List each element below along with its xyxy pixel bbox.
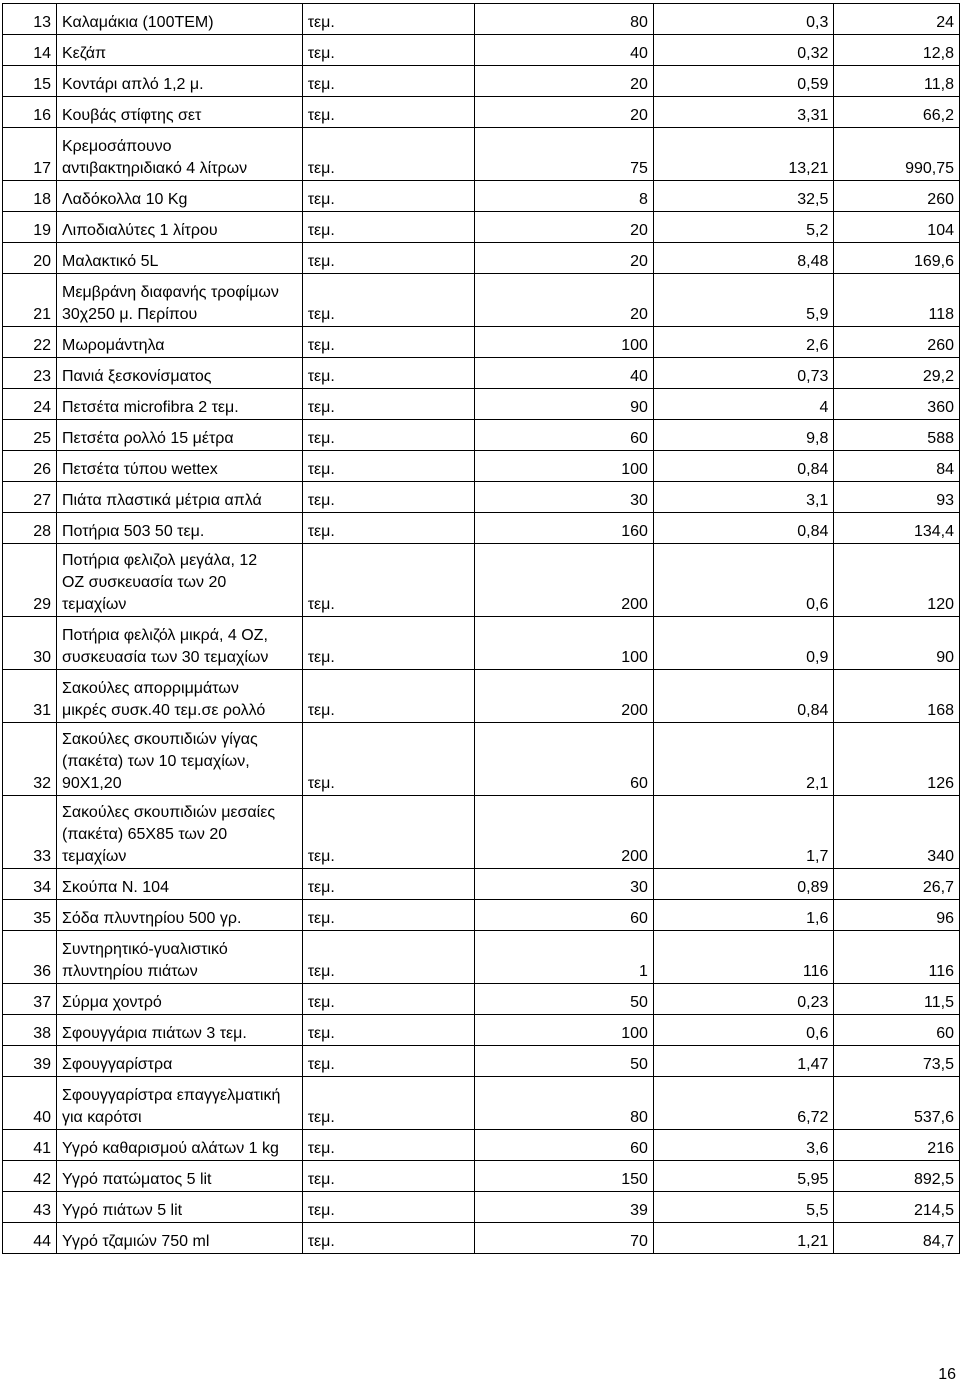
total-cell: 360 [834, 389, 960, 420]
row-number-cell: 35 [3, 900, 57, 931]
row-number-cell: 43 [3, 1192, 57, 1223]
table-row [3, 900, 960, 931]
quantity-cell: 20 [475, 212, 654, 243]
row-number-cell: 32 [3, 723, 57, 796]
row-number-cell: 33 [3, 796, 57, 869]
row-number-cell: 15 [3, 66, 57, 97]
total-cell: 73,5 [834, 1046, 960, 1077]
unit-price-cell: 0,84 [653, 670, 833, 723]
row-number-cell: 29 [3, 544, 57, 617]
total-cell: 260 [834, 327, 960, 358]
row-number-cell: 18 [3, 181, 57, 212]
unit-cell: τεμ. [302, 796, 475, 869]
description-cell: Πετσέτα ρολλό 15 μέτρα [56, 420, 302, 451]
total-cell: 12,8 [834, 35, 960, 66]
quantity-cell: 60 [475, 420, 654, 451]
quantity-cell: 75 [475, 128, 654, 181]
total-cell: 11,5 [834, 984, 960, 1015]
description-cell: Κρεμοσάπουνο αντιβακτηριδιακό 4 λίτρων [56, 128, 302, 181]
row-number-cell: 39 [3, 1046, 57, 1077]
total-cell: 118 [834, 274, 960, 327]
quantity-cell: 100 [475, 1015, 654, 1046]
description-cell: Σακούλες σκουπιδιών γίγας (πακέτα) των 10 τεμαχίων, 90Χ1,20 [56, 723, 302, 796]
table-row [3, 1161, 960, 1192]
row-number-cell: 42 [3, 1161, 57, 1192]
total-cell: 216 [834, 1130, 960, 1161]
quantity-cell: 60 [475, 1130, 654, 1161]
row-number-cell: 30 [3, 617, 57, 670]
unit-cell: τεμ. [302, 181, 475, 212]
quantity-cell: 150 [475, 1161, 654, 1192]
unit-price-cell: 9,8 [653, 420, 833, 451]
description-cell: Κεζάπ [56, 35, 302, 66]
unit-cell: τεμ. [302, 1130, 475, 1161]
unit-price-cell: 0,6 [653, 544, 833, 617]
total-cell: 214,5 [834, 1192, 960, 1223]
unit-cell: τεμ. [302, 869, 475, 900]
table-row [3, 97, 960, 128]
unit-price-cell: 0,59 [653, 66, 833, 97]
quantity-cell: 90 [475, 389, 654, 420]
quantity-cell: 40 [475, 35, 654, 66]
table-row [3, 1130, 960, 1161]
unit-price-cell: 0,6 [653, 1015, 833, 1046]
description-cell: Ποτήρια 503 50 τεμ. [56, 513, 302, 544]
unit-price-cell: 5,95 [653, 1161, 833, 1192]
total-cell: 340 [834, 796, 960, 869]
description-cell: Υγρό τζαμιών 750 ml [56, 1223, 302, 1254]
table-row [3, 984, 960, 1015]
quantity-cell: 100 [475, 327, 654, 358]
row-number-cell: 26 [3, 451, 57, 482]
unit-price-cell: 0,84 [653, 513, 833, 544]
total-cell: 260 [834, 181, 960, 212]
total-cell: 116 [834, 931, 960, 984]
row-number-cell: 19 [3, 212, 57, 243]
total-cell: 24 [834, 4, 960, 35]
table-row [3, 274, 960, 327]
quantity-cell: 160 [475, 513, 654, 544]
unit-cell: τεμ. [302, 420, 475, 451]
row-number-cell: 17 [3, 128, 57, 181]
description-cell: Σύρμα χοντρό [56, 984, 302, 1015]
quantity-cell: 8 [475, 181, 654, 212]
total-cell: 126 [834, 723, 960, 796]
row-number-cell: 37 [3, 984, 57, 1015]
unit-price-cell: 0,89 [653, 869, 833, 900]
description-cell: Σακούλες απορριμμάτων μικρές συσκ.40 τεμ.σε ρολλό [56, 670, 302, 723]
quantity-cell: 30 [475, 482, 654, 513]
row-number-cell: 21 [3, 274, 57, 327]
unit-price-cell: 3,1 [653, 482, 833, 513]
unit-cell: τεμ. [302, 544, 475, 617]
unit-price-cell: 0,73 [653, 358, 833, 389]
total-cell: 90 [834, 617, 960, 670]
table-row [3, 35, 960, 66]
description-cell: Υγρό πιάτων 5 lit [56, 1192, 302, 1223]
table-row [3, 513, 960, 544]
quantity-cell: 1 [475, 931, 654, 984]
total-cell: 66,2 [834, 97, 960, 128]
page-number: 16 [938, 1366, 956, 1383]
unit-price-cell: 0,3 [653, 4, 833, 35]
table-row [3, 389, 960, 420]
unit-cell: τεμ. [302, 1077, 475, 1130]
description-cell: Ποτήρια φελιζολ μεγάλα, 12 ΟΖ συσκευασία των 20 τεμαχίων [56, 544, 302, 617]
table-row [3, 327, 960, 358]
total-cell: 169,6 [834, 243, 960, 274]
quantity-cell: 60 [475, 900, 654, 931]
quantity-cell: 70 [475, 1223, 654, 1254]
total-cell: 84 [834, 451, 960, 482]
table-row [3, 931, 960, 984]
description-cell: Πετσέτα τύπου wettex [56, 451, 302, 482]
row-number-cell: 27 [3, 482, 57, 513]
unit-price-cell: 5,9 [653, 274, 833, 327]
quantity-cell: 30 [475, 869, 654, 900]
row-number-cell: 44 [3, 1223, 57, 1254]
description-cell: Πανιά ξεσκονίσματος [56, 358, 302, 389]
quantity-cell: 50 [475, 984, 654, 1015]
unit-cell: τεμ. [302, 513, 475, 544]
unit-price-cell: 3,6 [653, 1130, 833, 1161]
unit-price-cell: 2,1 [653, 723, 833, 796]
description-cell: Κουβάς στίφτης σετ [56, 97, 302, 128]
row-number-cell: 20 [3, 243, 57, 274]
row-number-cell: 31 [3, 670, 57, 723]
description-cell: Λαδόκολλα 10 Kg [56, 181, 302, 212]
table-row [3, 1046, 960, 1077]
unit-price-cell: 13,21 [653, 128, 833, 181]
unit-cell: τεμ. [302, 482, 475, 513]
quantity-cell: 200 [475, 670, 654, 723]
description-cell: Καλαμάκια (100ΤΕΜ) [56, 4, 302, 35]
row-number-cell: 24 [3, 389, 57, 420]
unit-cell: τεμ. [302, 243, 475, 274]
unit-cell: τεμ. [302, 128, 475, 181]
table-row [3, 1077, 960, 1130]
total-cell: 93 [834, 482, 960, 513]
quantity-cell: 80 [475, 1077, 654, 1130]
description-cell: Συντηρητικό-γυαλιστικό πλυντηρίου πιάτων [56, 931, 302, 984]
description-cell: Μεμβράνη διαφανής τροφίμων 30χ250 μ. Περίπου [56, 274, 302, 327]
unit-price-cell: 116 [653, 931, 833, 984]
unit-cell: τεμ. [302, 984, 475, 1015]
table-row [3, 358, 960, 389]
unit-price-cell: 0,84 [653, 451, 833, 482]
items-table-body [3, 4, 960, 1254]
total-cell: 29,2 [834, 358, 960, 389]
description-cell: Σφουγγάρια πιάτων 3 τεμ. [56, 1015, 302, 1046]
row-number-cell: 38 [3, 1015, 57, 1046]
description-cell: Σφουγγαρίστρα [56, 1046, 302, 1077]
description-cell: Πετσέτα microfibra 2 τεμ. [56, 389, 302, 420]
table-row [3, 723, 960, 796]
description-cell: Σκούπα Ν. 104 [56, 869, 302, 900]
quantity-cell: 100 [475, 451, 654, 482]
description-cell: Σακούλες σκουπιδιών μεσαίες (πακέτα) 65Χ85 των 20 τεμαχίων [56, 796, 302, 869]
unit-cell: τεμ. [302, 358, 475, 389]
quantity-cell: 60 [475, 723, 654, 796]
quantity-cell: 39 [475, 1192, 654, 1223]
total-cell: 168 [834, 670, 960, 723]
total-cell: 134,4 [834, 513, 960, 544]
row-number-cell: 13 [3, 4, 57, 35]
total-cell: 892,5 [834, 1161, 960, 1192]
description-cell: Σφουγγαρίστρα επαγγελματική για καρότσι [56, 1077, 302, 1130]
unit-price-cell: 2,6 [653, 327, 833, 358]
unit-price-cell: 8,48 [653, 243, 833, 274]
unit-cell: τεμ. [302, 723, 475, 796]
unit-price-cell: 3,31 [653, 97, 833, 128]
quantity-cell: 200 [475, 544, 654, 617]
items-table [2, 3, 960, 1254]
table-row [3, 181, 960, 212]
unit-cell: τεμ. [302, 1223, 475, 1254]
table-row [3, 869, 960, 900]
table-row [3, 66, 960, 97]
unit-price-cell: 1,6 [653, 900, 833, 931]
unit-price-cell: 6,72 [653, 1077, 833, 1130]
total-cell: 11,8 [834, 66, 960, 97]
total-cell: 60 [834, 1015, 960, 1046]
total-cell: 26,7 [834, 869, 960, 900]
unit-price-cell: 0,23 [653, 984, 833, 1015]
table-row [3, 451, 960, 482]
total-cell: 104 [834, 212, 960, 243]
unit-cell: τεμ. [302, 97, 475, 128]
row-number-cell: 34 [3, 869, 57, 900]
total-cell: 120 [834, 544, 960, 617]
unit-price-cell: 5,5 [653, 1192, 833, 1223]
unit-price-cell: 32,5 [653, 181, 833, 212]
row-number-cell: 16 [3, 97, 57, 128]
table-row [3, 4, 960, 35]
total-cell: 990,75 [834, 128, 960, 181]
unit-cell: τεμ. [302, 389, 475, 420]
quantity-cell: 100 [475, 617, 654, 670]
table-row [3, 420, 960, 451]
unit-cell: τεμ. [302, 1046, 475, 1077]
unit-price-cell: 1,7 [653, 796, 833, 869]
total-cell: 588 [834, 420, 960, 451]
unit-cell: τεμ. [302, 274, 475, 327]
unit-cell: τεμ. [302, 1192, 475, 1223]
description-cell: Πιάτα πλαστικά μέτρια απλά [56, 482, 302, 513]
row-number-cell: 22 [3, 327, 57, 358]
row-number-cell: 36 [3, 931, 57, 984]
total-cell: 96 [834, 900, 960, 931]
quantity-cell: 80 [475, 4, 654, 35]
unit-cell: τεμ. [302, 451, 475, 482]
table-row [3, 1223, 960, 1254]
unit-price-cell: 5,2 [653, 212, 833, 243]
row-number-cell: 40 [3, 1077, 57, 1130]
row-number-cell: 28 [3, 513, 57, 544]
quantity-cell: 20 [475, 97, 654, 128]
total-cell: 537,6 [834, 1077, 960, 1130]
table-row [3, 544, 960, 617]
unit-price-cell: 0,9 [653, 617, 833, 670]
description-cell: Κοντάρι απλό 1,2 μ. [56, 66, 302, 97]
description-cell: Υγρό καθαρισμού αλάτων 1 kg [56, 1130, 302, 1161]
quantity-cell: 20 [475, 274, 654, 327]
description-cell: Μαλακτικό 5L [56, 243, 302, 274]
unit-price-cell: 1,21 [653, 1223, 833, 1254]
row-number-cell: 25 [3, 420, 57, 451]
unit-cell: τεμ. [302, 1015, 475, 1046]
description-cell: Σόδα πλυντηρίου 500 γρ. [56, 900, 302, 931]
table-row [3, 796, 960, 869]
table-row [3, 482, 960, 513]
unit-price-cell: 4 [653, 389, 833, 420]
table-row [3, 243, 960, 274]
table-row [3, 128, 960, 181]
description-cell: Λιποδιαλύτες 1 λίτρου [56, 212, 302, 243]
table-row [3, 1015, 960, 1046]
unit-cell: τεμ. [302, 327, 475, 358]
table-row [3, 617, 960, 670]
quantity-cell: 20 [475, 243, 654, 274]
unit-cell: τεμ. [302, 670, 475, 723]
row-number-cell: 14 [3, 35, 57, 66]
table-row [3, 670, 960, 723]
unit-cell: τεμ. [302, 35, 475, 66]
quantity-cell: 200 [475, 796, 654, 869]
quantity-cell: 40 [475, 358, 654, 389]
unit-price-cell: 0,32 [653, 35, 833, 66]
unit-cell: τεμ. [302, 66, 475, 97]
description-cell: Μωρομάντηλα [56, 327, 302, 358]
quantity-cell: 50 [475, 1046, 654, 1077]
quantity-cell: 20 [475, 66, 654, 97]
row-number-cell: 23 [3, 358, 57, 389]
unit-cell: τεμ. [302, 1161, 475, 1192]
unit-price-cell: 1,47 [653, 1046, 833, 1077]
description-cell: Ποτήρια φελιζόλ μικρά, 4 ΟΖ, συσκευασία των 30 τεμαχίων [56, 617, 302, 670]
total-cell: 84,7 [834, 1223, 960, 1254]
unit-cell: τεμ. [302, 900, 475, 931]
row-number-cell: 41 [3, 1130, 57, 1161]
unit-cell: τεμ. [302, 4, 475, 35]
description-cell: Υγρό πατώματος 5 lit [56, 1161, 302, 1192]
unit-cell: τεμ. [302, 931, 475, 984]
unit-cell: τεμ. [302, 212, 475, 243]
unit-cell: τεμ. [302, 617, 475, 670]
table-row [3, 212, 960, 243]
table-row [3, 1192, 960, 1223]
